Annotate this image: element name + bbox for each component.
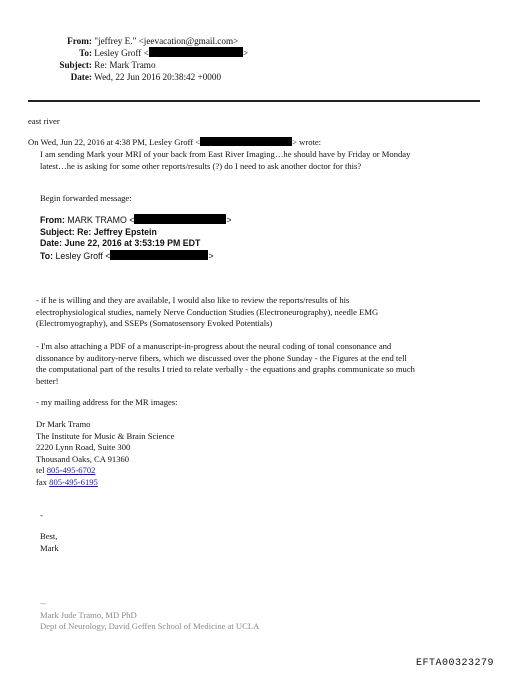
fax-row [36, 477, 174, 489]
fax-link[interactable]: 805-495-6195 [49, 476, 98, 487]
fwd-from-close: > [226, 215, 232, 225]
fwd-from-label: From: [40, 215, 65, 225]
paragraph-line: - if he is willing and they are available, I would also like to review the reports/results of his [36, 295, 350, 305]
fwd-subject-row [40, 227, 232, 239]
tel-label: tel [36, 465, 45, 476]
bates-number: EFTA00323279 [415, 658, 494, 669]
forwarded-header [40, 214, 232, 262]
fwd-subject-label: Subject: [40, 226, 75, 237]
fwd-to-row [40, 250, 232, 263]
quoted-message [40, 149, 410, 172]
dash-line: - [40, 510, 43, 520]
fwd-from-value: MARK TRAMO < [67, 215, 135, 225]
fax-label: fax [36, 476, 47, 487]
paragraph-2 [36, 341, 415, 387]
paragraph-line: better! [36, 375, 59, 386]
paragraph-line: electrophysiological studies, namely Nerve Conduction Studies (Electroneurography), needle EMG [36, 306, 379, 317]
to-label: To: [79, 48, 92, 58]
to-close: > [242, 48, 248, 58]
header-from-row [22, 35, 248, 47]
date-value: Wed, 22 Jun 2016 20:38:42 +0000 [94, 72, 222, 82]
address-line: Thousand Oaks, CA 91360 [36, 453, 130, 464]
paragraph-line: (Electromyography), and SSEPs (Somatosensory Evoked Potentials) [36, 318, 273, 329]
email-header [22, 35, 248, 83]
quote-intro-suffix: > wrote: [292, 137, 322, 147]
address-line: The Institute for Music & Brain Science [36, 430, 175, 441]
closing-line: Mark [40, 542, 59, 553]
redaction-bar [149, 47, 243, 57]
reply-text: east river [28, 116, 60, 126]
signature-line: Dept of Neurology, David Geffen School of Medicine at UCLA [40, 621, 260, 632]
signature-block [40, 598, 259, 633]
paragraph-line: dissonance by auditory-nerve fibers, which we discussed over the phone Sunday - the Figures at the end tell [36, 352, 407, 363]
fwd-from-row [40, 214, 232, 227]
fwd-date-row [40, 238, 232, 250]
address-block [36, 419, 174, 489]
quote-line: latest…he is asking for some other reports/results (?) do I need to ask another doctor for this? [40, 160, 362, 171]
subject-value: Re: Mark Tramo [94, 60, 156, 70]
redaction-bar [110, 250, 208, 260]
closing-line: Best, [40, 531, 58, 541]
fwd-date-value: June 22, 2016 at 3:53:19 PM EDT [64, 238, 201, 249]
to-value: Lesley Groff < [94, 48, 149, 58]
paragraph-3: - my mailing address for the MR images: [36, 397, 178, 407]
paragraph-1 [36, 295, 378, 330]
tel-link[interactable]: 805-495-6702 [46, 465, 96, 476]
quote-intro [28, 137, 321, 149]
fwd-date-label: Date: [40, 238, 62, 249]
from-label: From: [67, 36, 92, 46]
quote-intro-prefix: On Wed, Jun 22, 2016 at 4:38 PM, Lesley Groff < [28, 137, 201, 147]
fwd-to-close: > [208, 250, 214, 261]
fwd-to-value: Lesley Groff < [55, 250, 111, 261]
closing [40, 531, 59, 554]
header-to-row [22, 47, 248, 59]
forwarded-label: Begin forwarded message: [40, 193, 132, 203]
quote-line: I am sending Mark your MRI of your back from East River Imaging…he should have by Friday or Monday [40, 149, 411, 159]
address-line: Dr Mark Tramo [36, 419, 91, 429]
address-line: 2220 Lynn Road, Suite 300 [36, 442, 131, 453]
from-value: "jeffrey E." <jeevacation@gmail.com> [94, 36, 239, 46]
fwd-to-label: To: [40, 250, 54, 261]
paragraph-line: - I'm also attaching a PDF of a manuscript-in-progress about the neural coding of tonal consonance and [36, 341, 392, 351]
redaction-bar [134, 214, 226, 224]
date-label: Date: [70, 72, 92, 82]
subject-label: Subject: [59, 60, 92, 70]
header-divider [28, 100, 480, 102]
paragraph-line: the computational part of the results I tried to relate verbally - the equations and graphs communicate so much [36, 364, 415, 375]
header-date-row [22, 71, 248, 83]
header-subject-row [22, 59, 248, 71]
signature-separator: -- [40, 598, 46, 608]
signature-line: Mark Jude Tramo, MD PhD [40, 609, 137, 620]
tel-row [36, 465, 174, 477]
fwd-subject-value: Re: Jeffrey Epstein [77, 226, 157, 237]
redaction-bar [200, 137, 292, 146]
